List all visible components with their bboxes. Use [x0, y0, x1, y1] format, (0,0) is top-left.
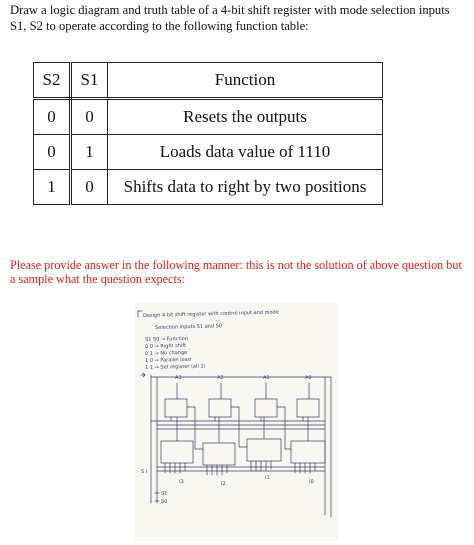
cell-s1: 0 [71, 170, 108, 205]
mux-inputs [295, 463, 315, 473]
feedback-wire [277, 407, 291, 449]
heading-mark [138, 311, 142, 317]
header-s1: S1 [71, 63, 108, 99]
instruction-note: Please provide answer in the following manner: this is not the solution of above question but a sample what the question expects: [10, 258, 462, 286]
sample-table-row: 1 1 → Set register (all 1) [145, 363, 206, 371]
question-text: Draw a logic diagram and truth table of a 4-bit shift register with mode selection inputs S1, S2 to operate according to the following function table: [10, 3, 450, 33]
sample-input-label: I3 [179, 478, 184, 485]
mux-inputs [207, 465, 227, 475]
sample-input-label: I0 [309, 478, 314, 485]
sample-selector-label: S0 [161, 498, 168, 505]
cell-function: Shifts data to right by two positions [108, 170, 383, 205]
table-header-row [34, 63, 383, 99]
multiplexer [247, 439, 281, 461]
cell-s1: 1 [71, 135, 108, 170]
sample-input-label: I1 [265, 474, 270, 481]
cell-s1: 0 [71, 99, 108, 135]
sample-table-row: 0 0 → Right shift [145, 342, 187, 350]
multiplexer [203, 443, 235, 465]
cell-s2: 0 [34, 135, 71, 170]
sample-table-header: S1 S0 → Function [145, 335, 189, 343]
table-row [34, 170, 383, 205]
sample-output-label: A0 [305, 374, 312, 381]
wire [171, 417, 303, 421]
sample-output-label: A2 [217, 374, 224, 381]
sample-side-label: S I [141, 468, 148, 475]
table-row [34, 135, 383, 170]
sample-line-1: Design 4 bit shift register with control input and mode [143, 309, 279, 319]
sample-table-row: 1 0 → Parallel load [145, 356, 191, 364]
mux-inputs [165, 463, 185, 473]
multiplexer [161, 441, 193, 463]
feedback-wire [187, 407, 203, 449]
cell-s2: 0 [34, 99, 71, 135]
cell-function: Resets the outputs [108, 99, 383, 135]
cell-s2: 1 [34, 170, 71, 205]
header-s2: S2 [34, 63, 71, 99]
arrow-mark [141, 373, 145, 377]
mux-inputs [251, 461, 271, 471]
cell-function: Loads data value of 1110 [108, 135, 383, 170]
header-function: Function [108, 63, 383, 99]
sample-output-label: A1 [263, 374, 270, 381]
sample-output-label: A3 [175, 374, 182, 381]
sample-circuit-diagram [135, 303, 338, 541]
feedback-wire [231, 407, 247, 447]
sample-input-label: I2 [221, 480, 226, 487]
flip-flop [297, 399, 319, 417]
sample-selector-label: S1 [161, 490, 168, 497]
sample-table-row: 0 1 → No change [145, 349, 188, 357]
flip-flop [165, 399, 187, 417]
function-table [33, 62, 383, 205]
flip-flop [209, 399, 231, 417]
flip-flop [255, 399, 277, 417]
table-row [34, 99, 383, 135]
sample-handwritten-image [135, 303, 338, 541]
multiplexer [291, 441, 325, 463]
sample-line-2: Selection inputs S1 and S0 [155, 323, 223, 331]
